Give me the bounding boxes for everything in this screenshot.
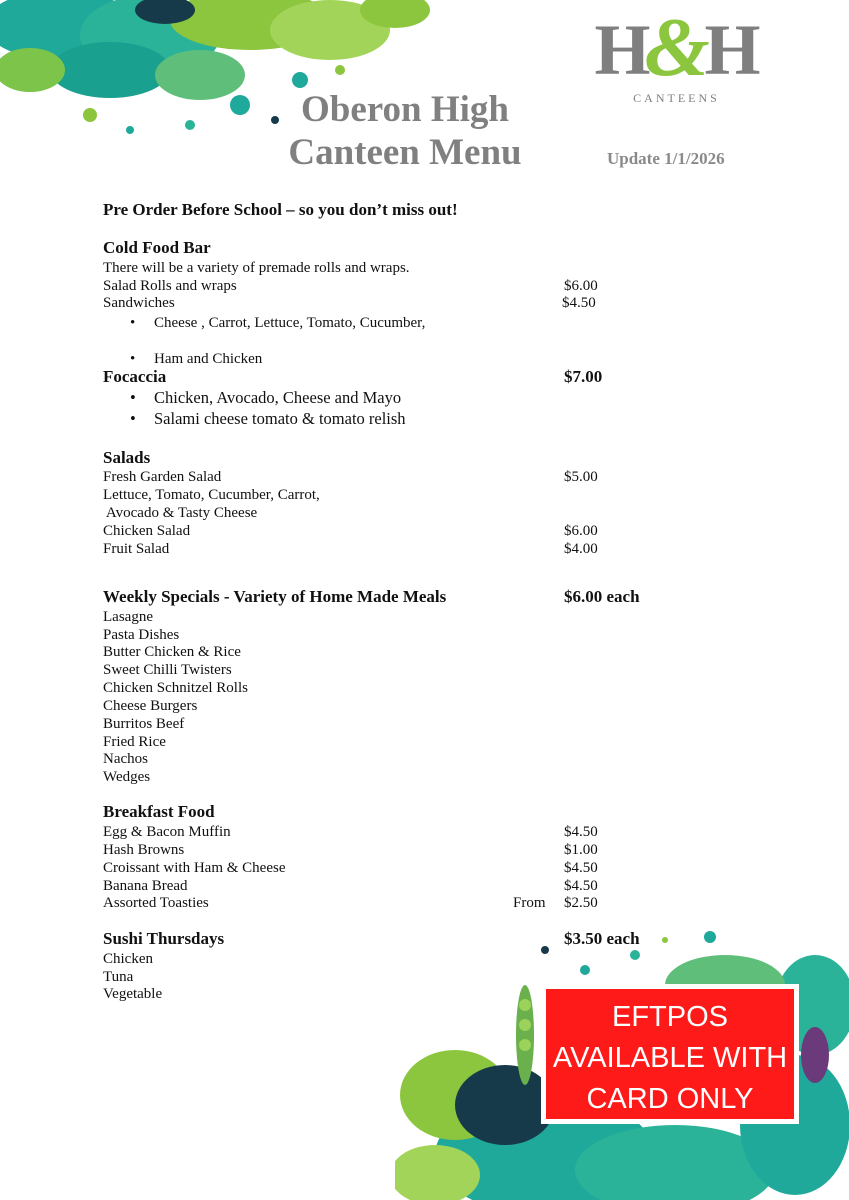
eftpos-notice: EFTPOS AVAILABLE WITH CARD ONLY (541, 984, 799, 1124)
bullet-item: • Salami cheese tomato & tomato relish (103, 410, 406, 428)
list-item: Butter Chicken & Rice (103, 644, 241, 660)
logo-mark: H H (594, 10, 759, 90)
section-heading-cold-food: Cold Food Bar (103, 238, 211, 257)
bullet-item: • Ham and Chicken (103, 350, 262, 368)
menu-item: Sandwiches $4.50 (103, 295, 596, 311)
menu-item-description: Avocado & Tasty Cheese (103, 505, 258, 521)
bullet-item: • Cheese , Carrot, Lettuce, Tomato, Cucumber, (103, 314, 425, 332)
section-heading-salads: Salads (103, 448, 151, 467)
section-heading-weekly-specials: Weekly Specials - Variety of Home Made Meals $6.00 each (103, 587, 640, 606)
list-item: Chicken (103, 951, 153, 967)
list-item: Tuna (103, 969, 134, 985)
section-heading-breakfast: Breakfast Food (103, 802, 215, 821)
list-item: Sweet Chilli Twisters (103, 662, 232, 678)
page-title: Oberon High Canteen Menu (288, 89, 522, 173)
hh-canteens-logo (584, 1, 769, 107)
cold-food-intro: There will be a variety of premade rolls and wraps. (103, 260, 410, 276)
menu-item: Croissant with Ham & Cheese $4.50 (103, 860, 598, 876)
section-heading-sushi: Sushi Thursdays $3.50 each (103, 929, 640, 948)
list-item: Pasta Dishes (103, 627, 180, 643)
menu-item: Banana Bread $4.50 (103, 878, 598, 894)
logo-subtitle: CANTEENS (633, 91, 720, 105)
list-item: Nachos (103, 751, 148, 767)
bullet-item: • Chicken, Avocado, Cheese and Mayo (103, 389, 401, 407)
menu-item: Assorted Toasties From $2.50 (103, 895, 598, 911)
logo-ampersand: & (644, 1, 710, 94)
list-item: Wedges (103, 769, 151, 785)
list-item: Cheese Burgers (103, 698, 198, 714)
list-item: Fried Rice (103, 734, 166, 750)
update-date: Update 1/1/2026 (607, 149, 725, 168)
menu-item: Fruit Salad $4.00 (103, 541, 598, 557)
list-item: Lasagne (103, 609, 153, 625)
menu-item: Hash Browns $1.00 (103, 842, 598, 858)
menu-item-description: Lettuce, Tomato, Cucumber, Carrot, (103, 487, 320, 503)
list-item: Burritos Beef (103, 716, 185, 732)
preorder-notice: Pre Order Before School – so you don’t miss out! (103, 200, 458, 219)
menu-item: Chicken Salad $6.00 (103, 523, 598, 539)
menu-item: Salad Rolls and wraps $6.00 (103, 278, 598, 294)
menu-item: Fresh Garden Salad $5.00 (103, 469, 598, 485)
list-item: Chicken Schnitzel Rolls (103, 680, 248, 696)
section-heading-focaccia: Focaccia $7.00 (103, 367, 603, 386)
menu-item: Egg & Bacon Muffin $4.50 (103, 824, 598, 840)
list-item: Vegetable (103, 986, 163, 1002)
